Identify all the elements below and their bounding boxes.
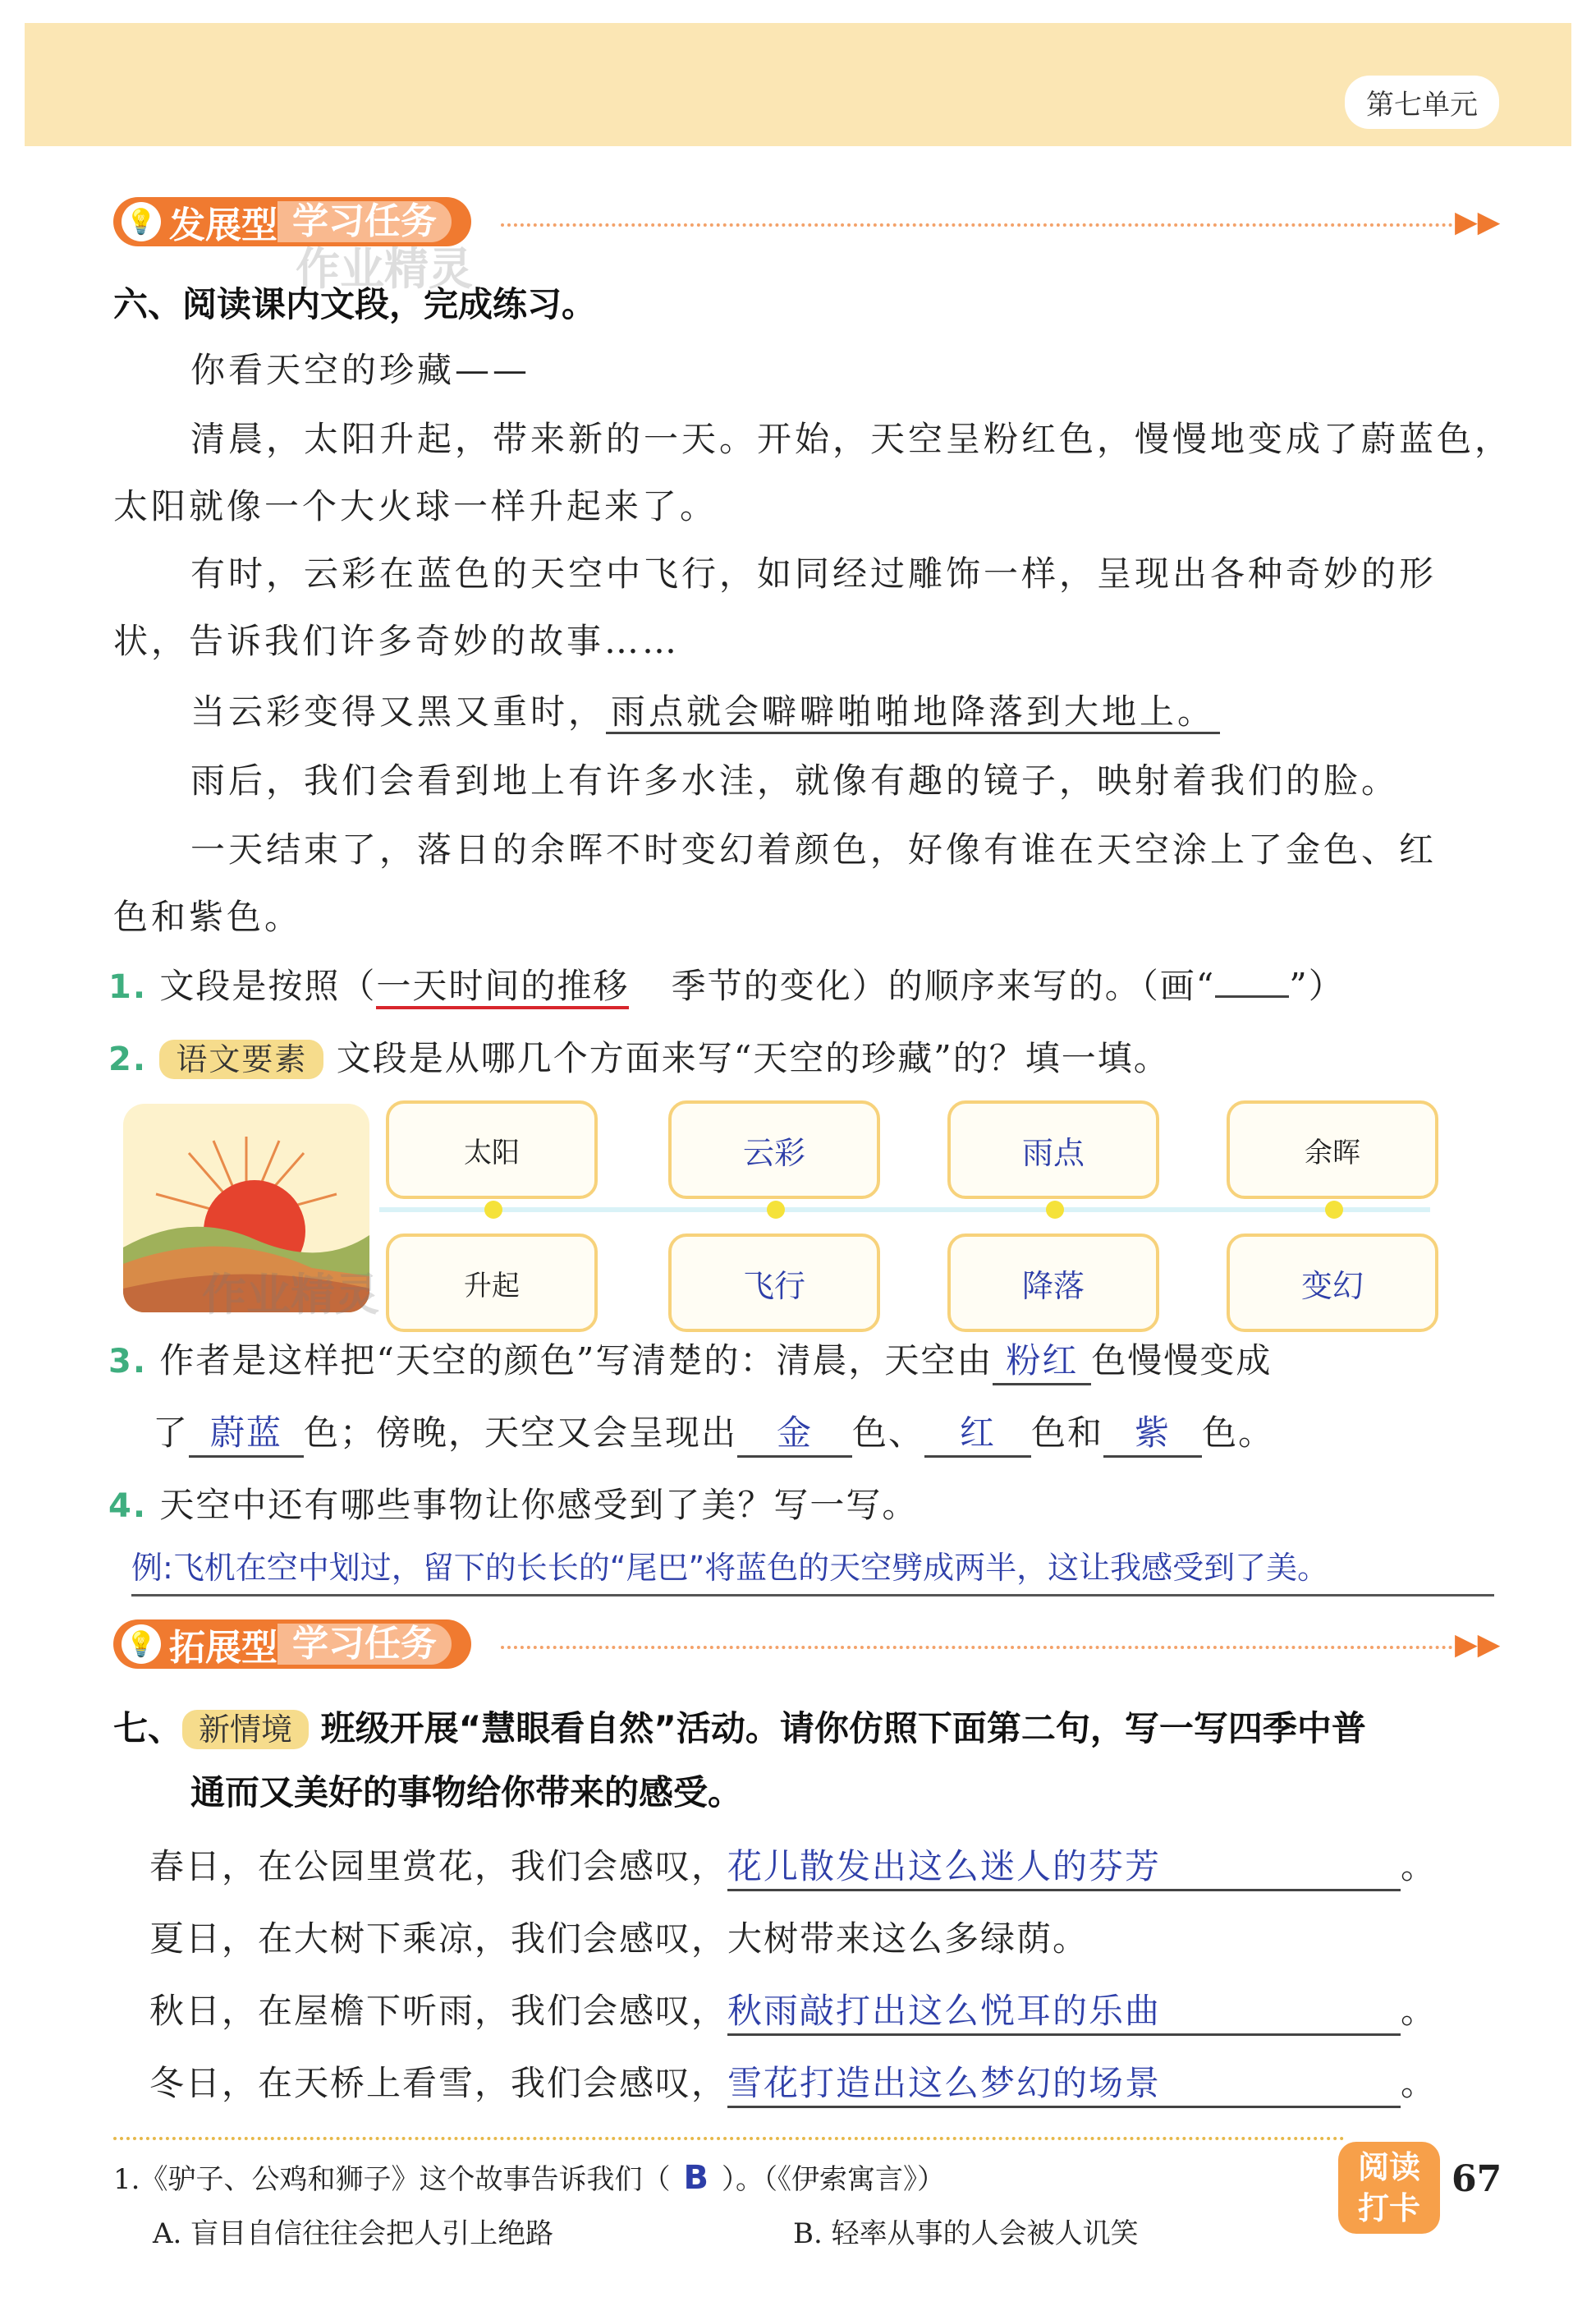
footer-option-b: B. 轻率从事的人会被人讥笑: [793, 2217, 1139, 2250]
s3-answer-4: 红: [924, 1406, 1031, 1458]
banner-head: 拓展型: [169, 1627, 277, 1669]
s3-a: 作者是这样把“天空的颜色”写清楚的：清晨，天空由: [159, 1340, 993, 1381]
banner-head: 发展型: [169, 204, 277, 246]
timeline-dot: [484, 1201, 502, 1219]
box-bottom-2-text: 飞行: [742, 1267, 805, 1304]
page-number: 67: [1452, 2158, 1502, 2200]
footer-question: [113, 2157, 945, 2197]
q6-title: 六、阅读课内文段，完成练习。: [113, 284, 597, 324]
q6-p6b: 色和紫色。: [113, 897, 303, 937]
q7-line-3-answer: 秋雨敲打出这么悦耳的乐曲: [727, 1984, 1401, 2036]
s2-text: 文段是从哪几个方面来写“天空的珍藏”的？填一填。: [336, 1038, 1170, 1078]
reading-checkin-badge: [1338, 2142, 1440, 2234]
q6-p6a: 一天结束了，落日的余晖不时变幻着颜色，好像有谁在天空涂上了金色、红: [190, 829, 1438, 870]
box-bottom-4-text: 变幻: [1300, 1267, 1364, 1304]
box-bottom-4: [1227, 1234, 1438, 1332]
box-top-1-text: 太阳: [464, 1136, 520, 1169]
q7-title-a: 班级开展“慧眼看自然”活动。请你仿照下面第二句，写一写四季中普: [320, 1708, 1366, 1748]
checkin-line-2: 打卡: [1357, 2190, 1420, 2226]
section-banner-extension: [113, 1618, 471, 1670]
q7-line-4: [149, 2056, 1437, 2108]
box-top-2-text: 云彩: [742, 1134, 805, 1171]
q7-line-4-pre: 冬日，在天桥上看雪，我们会感叹，: [149, 2063, 728, 2103]
s4-answer: 例:飞机在空中划过，留下的长长的“尾巴”将蓝色的天空劈成两半，这让我感受到了美。: [131, 1542, 1494, 1596]
q7-line-4-answer: 雪花打造出这么梦幻的场景: [727, 2056, 1401, 2108]
box-top-3: [947, 1100, 1159, 1199]
q6-p1: 你看天空的珍藏——: [190, 350, 531, 390]
watermark-2: 作业精灵: [202, 1269, 379, 1321]
dotted-divider: [501, 1646, 1453, 1649]
q7-title-line2: 通而又美好的事物给你带来的感受。: [190, 1772, 743, 1812]
q7-line-1-end: 。: [1401, 1846, 1438, 1886]
footer-q-end: ）。（《伊索寓言》）: [721, 2163, 945, 2196]
q6-s2: [108, 1031, 1170, 1081]
q7-line-2-pre: 夏日，在大树下乘凉，我们会感叹，大树带来这么多绿荫。: [149, 1918, 1089, 1959]
box-bottom-1-text: 升起: [464, 1269, 520, 1302]
lightbulb-icon: 💡: [122, 1624, 161, 1664]
q7-line-3-end: 。: [1401, 1991, 1438, 2031]
box-top-4: [1227, 1100, 1438, 1199]
footer-divider: [113, 2137, 1345, 2140]
s1-pre: 文段是按照（: [159, 966, 377, 1006]
dotted-divider: [501, 223, 1453, 227]
q7-line-1: [149, 1840, 1437, 1891]
s3-d: 色；傍晚，天空又会呈现出: [304, 1413, 738, 1453]
timeline-dot: [767, 1201, 785, 1219]
double-arrow-icon: ▶▶: [1455, 1628, 1501, 1661]
q7-line-3: [149, 1984, 1437, 2036]
box-bottom-1: [386, 1234, 598, 1332]
q7-num: 七、: [113, 1708, 183, 1748]
footer-q-text: 1.《驴子、公鸡和狮子》这个故事告诉我们（: [113, 2163, 671, 2196]
s3-g: 色。: [1202, 1413, 1275, 1453]
s3-num: 3.: [108, 1343, 148, 1381]
watermark: 作业精灵: [296, 243, 473, 295]
box-top-4-text: 余晖: [1305, 1136, 1360, 1169]
banner-tail: 学习任务: [277, 1624, 452, 1665]
unit-label: 第七单元: [1345, 76, 1499, 129]
q7-line-3-pre: 秋日，在屋檐下听雨，我们会感叹，: [149, 1991, 728, 2031]
s1-post2: ”）: [1289, 966, 1345, 1006]
q7-line-1-pre: 春日，在公园里赏花，我们会感叹，: [149, 1846, 728, 1886]
s3-answer-2: 蔚蓝: [189, 1406, 304, 1458]
q7-line-2: [149, 1912, 1089, 1961]
footer-option-a: A. 盲目自信往往会把人引上绝路: [153, 2217, 554, 2250]
q7-line-4-end: 。: [1401, 2063, 1438, 2103]
box-top-1: [386, 1100, 598, 1199]
s1-post: ）的顺序来写的。（画“: [851, 966, 1216, 1006]
box-top-3-text: 雨点: [1021, 1134, 1085, 1171]
box-bottom-2: [668, 1234, 880, 1332]
q7-line-1-answer: 花儿散发出这么迷人的芬芳: [727, 1840, 1401, 1891]
footer-answer: B: [683, 2159, 709, 2197]
s3-answer-3: 金: [737, 1406, 852, 1458]
q6-p2b: 太阳就像一个大火球一样升起来了。: [113, 486, 718, 526]
p4-underlined: 雨点就会噼噼啪啪地降落到大地上。: [606, 691, 1220, 734]
s3-answer-5: 紫: [1103, 1406, 1202, 1458]
header-band: [25, 23, 1571, 146]
q6-s4: [108, 1478, 918, 1528]
s3-f: 色和: [1031, 1413, 1104, 1453]
p4-pre: 当云彩变得又黑又重时，: [190, 691, 607, 732]
s2-tag: 语文要素: [159, 1040, 323, 1079]
timeline-dot: [1325, 1201, 1343, 1219]
box-top-2: [668, 1100, 880, 1199]
q7-tag: 新情境: [182, 1710, 309, 1749]
checkin-line-1: 阅读: [1357, 2149, 1420, 2185]
q7-title-line1: [113, 1702, 1366, 1751]
double-arrow-icon: ▶▶: [1455, 205, 1501, 239]
timeline-dot: [1046, 1201, 1064, 1219]
q6-s1: [108, 959, 1345, 1008]
s3-b: 色慢慢变成: [1091, 1340, 1273, 1381]
s3-e: 色、: [852, 1413, 925, 1453]
lightbulb-icon: 💡: [122, 202, 161, 241]
q6-s3-line1: [108, 1334, 1272, 1385]
s3-answer-1: 粉红: [993, 1334, 1091, 1385]
box-bottom-3-text: 降落: [1021, 1267, 1085, 1304]
q6-p4: [190, 685, 1220, 734]
s1-option-2: 季节的变化: [671, 966, 852, 1006]
q6-p3b: 状，告诉我们许多奇妙的故事……: [113, 621, 681, 661]
q6-p2a: 清晨，太阳升起，带来新的一天。开始，天空呈粉红色，慢慢地变成了蔚蓝色，: [190, 419, 1513, 459]
timeline-line: [379, 1207, 1430, 1212]
s2-num: 2.: [108, 1041, 148, 1078]
s4-num: 4.: [108, 1487, 148, 1525]
s4-text: 天空中还有哪些事物让你感受到了美？写一写。: [159, 1485, 919, 1525]
s3-c: 了: [153, 1413, 190, 1453]
q6-s3-line2: [153, 1406, 1274, 1458]
s1-num: 1.: [108, 968, 148, 1006]
q6-p3a: 有时，云彩在蓝色的天空中飞行，如同经过雕饰一样，呈现出各种奇妙的形: [190, 554, 1438, 594]
q6-p5: 雨后，我们会看到地上有许多水洼，就像有趣的镜子，映射着我们的脸。: [190, 760, 1400, 801]
banner-tail: 学习任务: [277, 201, 452, 242]
box-bottom-3: [947, 1234, 1159, 1332]
s1-option-selected: 一天时间的推移: [376, 966, 629, 1009]
